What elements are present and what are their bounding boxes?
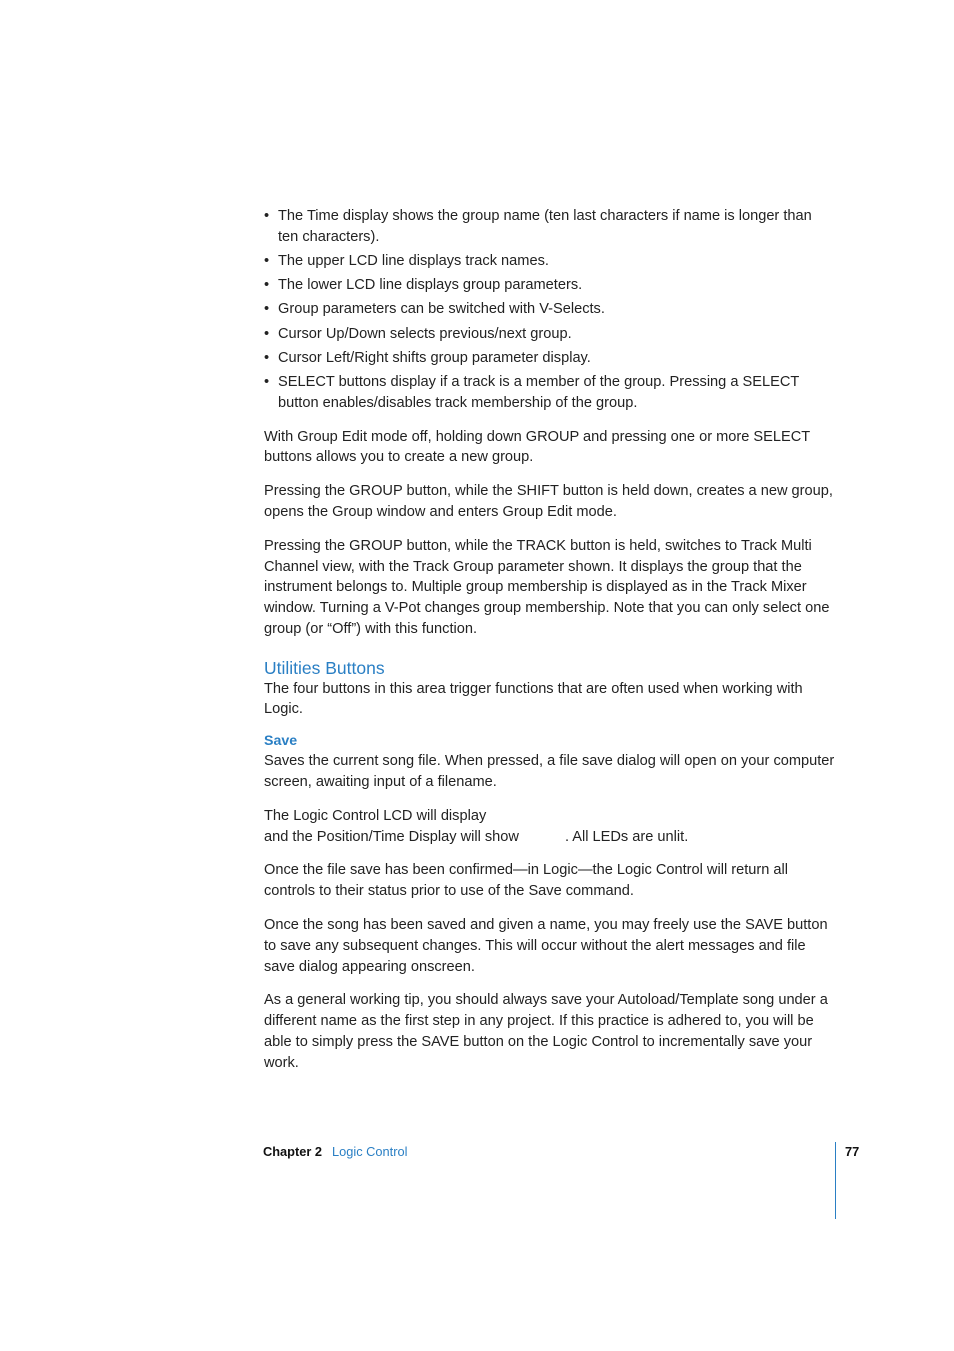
group-create-paragraph: With Group Edit mode off, holding down GROUP and pressing one or more SELECT buttons allows you to create a new group. xyxy=(264,428,810,466)
list-item-text: The upper LCD line displays track names. xyxy=(278,252,549,269)
group-track-paragraph: Pressing the GROUP button, while the TRACK button is held, switches to Track Multi Channel view, with the Track Group parameter shown. It displays the group that the instrument belongs to. Multiple group membership is displayed as in the Track Mixer window. Turning a V-Pot changes group membership. Note that you can only select one group (or “Off”) with this function. xyxy=(264,537,830,637)
bullet-icon: • xyxy=(264,252,270,269)
list-item xyxy=(264,348,836,369)
footer-divider xyxy=(835,1142,836,1219)
list-item xyxy=(264,372,836,414)
bullet-icon: • xyxy=(264,277,270,294)
list-item xyxy=(264,251,836,272)
save-description-paragraph: Saves the current song file. When pressed, a file save dialog will open on your computer screen, awaiting input of a filename. xyxy=(264,753,835,791)
list-item-text: The Time display shows the group name (ten last characters if name is longer than ten characters). xyxy=(278,208,812,245)
page-footer xyxy=(263,1143,407,1160)
list-item-text: Cursor Left/Right shifts group parameter display. xyxy=(278,349,591,366)
page-number: 77 xyxy=(845,1144,860,1159)
bullet-icon: • xyxy=(264,349,270,366)
bullet-icon: • xyxy=(264,373,270,390)
list-item xyxy=(264,324,836,345)
save-lcd-line2-start: and the Position/Time Display will show xyxy=(264,828,519,845)
save-heading: Save xyxy=(264,733,298,750)
bullet-icon: • xyxy=(264,325,270,342)
page-body xyxy=(264,206,836,1074)
list-item-text: SELECT buttons display if a track is a member of the group. Pressing a SELECT button enables/disables track membership of the group. xyxy=(278,373,800,411)
bullet-icon: • xyxy=(264,208,270,224)
list-item-text: The lower LCD line displays group parameters. xyxy=(278,277,583,294)
list-item xyxy=(264,275,836,296)
save-lcd-line1: The Logic Control LCD will display xyxy=(264,807,487,824)
save-confirm-paragraph: Once the file save has been confirmed—in Logic—the Logic Control will return all controls to their status prior to use of the Save command. xyxy=(264,862,789,900)
list-item xyxy=(264,206,836,248)
list-item-text: Group parameters can be switched with V-Selects. xyxy=(278,301,605,318)
utilities-intro-paragraph: The four buttons in this area trigger functions that are often used when working with Logic. xyxy=(264,680,803,718)
group-shift-paragraph: Pressing the GROUP button, while the SHIFT button is held down, creates a new group, opens the Group window and enters Group Edit mode. xyxy=(264,483,833,520)
group-edit-bullet-list xyxy=(264,206,836,414)
chapter-label: Chapter 2 xyxy=(263,1144,323,1159)
chapter-title-link[interactable]: Logic Control xyxy=(332,1144,408,1159)
save-tip-paragraph: As a general working tip, you should always save your Autoload/Template song under a different name as the first step in any project. If this practice is adhered to, you will be able to simply press the SAVE button on the Logic Control to incrementally save your work. xyxy=(264,992,828,1071)
save-lcd-line2-end: . All LEDs are unlit. xyxy=(564,828,689,845)
save-subsequent-paragraph: Once the song has been saved and given a name, you may freely use the SAVE button to save any subsequent changes. This will occur without the alert messages and file save dialog appearing onscreen. xyxy=(264,917,828,975)
bullet-icon: • xyxy=(264,301,270,318)
list-item-text: Cursor Up/Down selects previous/next group. xyxy=(278,325,572,342)
list-item xyxy=(264,299,836,320)
save-lcd-paragraph xyxy=(264,806,836,848)
utilities-buttons-heading: Utilities Buttons xyxy=(264,657,385,678)
